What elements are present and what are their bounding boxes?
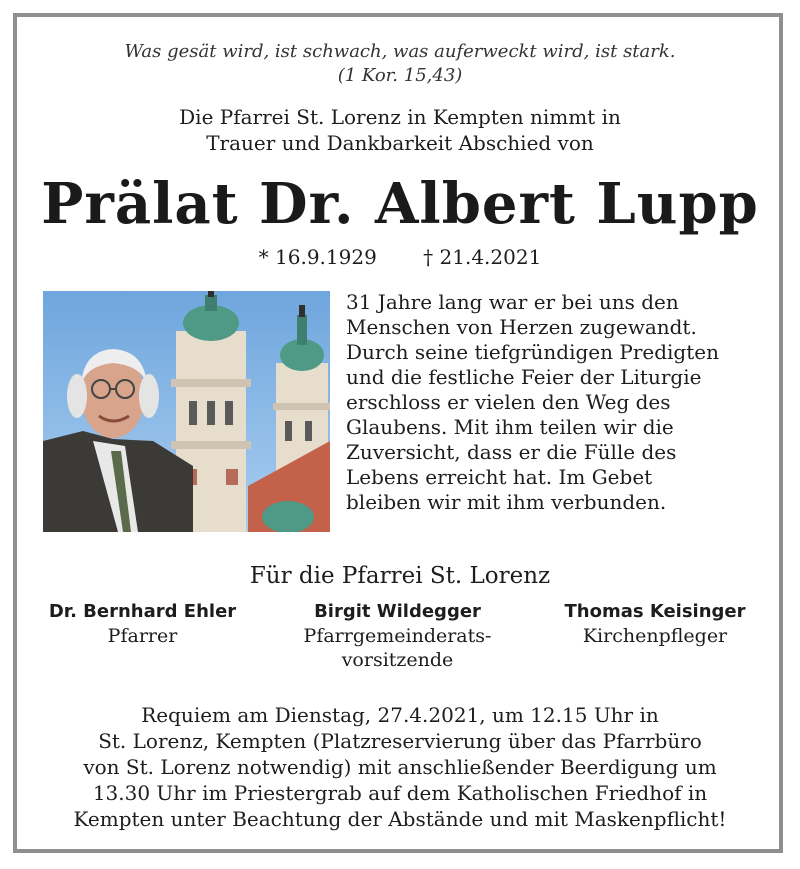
signer-role: Pfarrgemeinderats-	[303, 625, 492, 647]
signer-pastor	[20, 600, 265, 672]
requiem-info	[0, 702, 800, 832]
tribute-line: Zuversicht, dass er die Fülle des	[346, 440, 677, 464]
tribute-line: Glaubens. Mit ihm teilen wir die	[346, 415, 674, 439]
verse-quote: Was gesät wird, ist schwach, was auferweckt wird, ist stark.	[124, 41, 676, 62]
requiem-line: von St. Lorenz notwendig) mit anschließender Beerdigung um	[83, 755, 717, 779]
signer-church-warden	[530, 600, 780, 672]
tribute-text	[346, 290, 766, 515]
signer-name: Birgit Wildegger	[314, 601, 481, 622]
intro-line-2: Trauer und Dankbarkeit Abschied von	[206, 131, 594, 155]
tribute-line: Lebens erreicht hat. Im Gebet	[346, 465, 653, 489]
intro-text	[0, 104, 800, 156]
tribute-line: Durch seine tiefgründigen Predigten	[346, 340, 719, 364]
intro-line-1: Die Pfarrei St. Lorenz in Kempten nimmt in	[179, 105, 621, 129]
tribute-line: 31 Jahre lang war er bei uns den	[346, 290, 679, 314]
bible-verse	[0, 40, 800, 88]
tribute-line: und die festliche Feier der Liturgie	[346, 365, 702, 389]
signer-role: Pfarrer	[107, 625, 178, 647]
parish-line: Für die Pfarrei St. Lorenz	[249, 563, 551, 589]
signer-name: Dr. Bernhard Ehler	[48, 601, 237, 622]
requiem-line: Kempten unter Beachtung der Abstände und mit Maskenpflicht!	[73, 807, 727, 831]
death-date: † 21.4.2021	[423, 245, 542, 269]
verse-reference: (1 Kor. 15,43)	[337, 65, 463, 86]
signer-council-chair	[273, 600, 523, 672]
tribute-line: Menschen von Herzen zugewandt.	[346, 315, 697, 339]
requiem-line: St. Lorenz, Kempten (Platzreservierung über das Pfarrbüro	[98, 729, 702, 753]
deceased-name: Prälat Dr. Albert Lupp	[41, 171, 759, 237]
birth-date: * 16.9.1929	[258, 245, 377, 269]
signer-name: Thomas Keisinger	[564, 601, 746, 622]
requiem-line: 13.30 Uhr im Priestergrab auf dem Katholischen Friedhof in	[92, 781, 708, 805]
portrait-photo	[43, 291, 330, 532]
life-dates	[0, 244, 800, 270]
signer-role-cont: vorsitzende	[341, 649, 454, 671]
tribute-line: bleiben wir mit ihm verbunden.	[346, 490, 667, 514]
signers	[20, 600, 780, 672]
signer-role: Kirchenpfleger	[582, 625, 728, 647]
requiem-line: Requiem am Dienstag, 27.4.2021, um 12.15 Uhr in	[141, 703, 659, 727]
portrait-with-church-towers	[43, 291, 330, 532]
tribute-line: erschloss er vielen den Weg des	[346, 390, 671, 414]
